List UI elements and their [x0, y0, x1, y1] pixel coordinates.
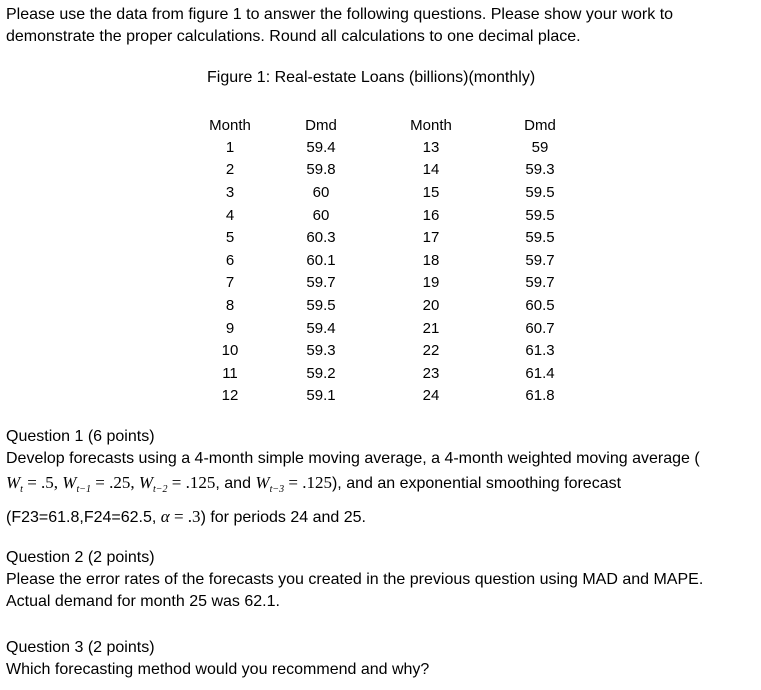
weight-wt2: $W_{t-2} = .125$	[138, 473, 216, 495]
table-row	[199, 204, 599, 227]
cell-month-1: 4	[225, 206, 235, 224]
cell-dmd-1: 59.7	[306, 274, 336, 292]
cell-month-2: 22	[422, 342, 440, 360]
cell-month-1: 7	[225, 274, 235, 292]
cell-month-1: 6	[225, 251, 235, 269]
alpha-symbol: α = .3	[160, 507, 201, 526]
cell-month-2: 13	[422, 138, 440, 156]
intro-line-2: demonstrate the proper calculations. Round all calculations to one decimal place.	[6, 28, 581, 45]
table-body	[199, 136, 599, 407]
cell-month-1: 9	[225, 319, 235, 337]
cell-dmd-1: 60	[312, 206, 330, 224]
table-row	[199, 294, 599, 317]
cell-dmd-1: 59.5	[306, 296, 336, 314]
table-header-row	[199, 114, 599, 136]
cell-month-1: 1	[225, 138, 235, 156]
forecast-values: (F23=61.8,F24=62.5,	[6, 509, 161, 526]
table-row	[199, 249, 599, 272]
cell-dmd-2: 60.5	[525, 296, 555, 314]
question-1-heading: Question 1 (6 points)	[6, 428, 155, 445]
cell-dmd-1: 60.3	[306, 229, 336, 247]
cell-dmd-2: 59	[531, 138, 549, 156]
cell-dmd-2: 61.3	[525, 342, 555, 360]
cell-month-1: 8	[225, 296, 235, 314]
figure-title: Figure 1: Real-estate Loans (billions)(monthly)	[207, 69, 536, 86]
cell-month-2: 24	[422, 387, 440, 405]
cell-dmd-2: 59.3	[525, 161, 555, 179]
table-row	[199, 362, 599, 385]
cell-dmd-1: 59.2	[306, 364, 336, 382]
cell-month-2: 15	[422, 183, 440, 201]
question-1-line-2	[6, 470, 700, 503]
question-3-line-1: Which forecasting method would you recommend and why?	[6, 661, 430, 678]
cell-dmd-2: 59.5	[525, 183, 555, 201]
cell-month-2: 19	[422, 274, 440, 292]
cell-dmd-1: 59.3	[306, 342, 336, 360]
cell-month-1: 5	[225, 229, 235, 247]
question-1	[6, 426, 700, 532]
question-3	[6, 637, 429, 681]
cell-month-1: 11	[222, 364, 238, 382]
cell-dmd-1: 59.4	[306, 138, 336, 156]
header-month-2: Month	[410, 116, 452, 134]
intro-line-1: Please use the data from figure 1 to answer the following questions. Please show your work to	[6, 6, 674, 23]
table-row	[199, 339, 599, 362]
question-1-line-3	[6, 503, 700, 532]
question-1-line-3-tail: ) for periods 24 and 25.	[200, 509, 366, 526]
cell-dmd-2: 59.7	[525, 274, 555, 292]
question-1-line-2-tail: ), and an exponential smoothing forecast	[331, 475, 622, 492]
cell-month-2: 23	[422, 364, 440, 382]
cell-dmd-2: 61.8	[525, 387, 555, 405]
table-row	[199, 317, 599, 340]
cell-month-1: 2	[225, 161, 235, 179]
cell-dmd-1: 60.1	[306, 251, 336, 269]
table-row	[199, 272, 599, 295]
question-1-line-1: Develop forecasts using a 4-month simple moving average, a 4-month weighted moving average (	[6, 450, 700, 467]
cell-month-2: 21	[422, 319, 440, 337]
cell-month-1: 12	[221, 387, 239, 405]
table-row	[199, 181, 599, 204]
cell-month-1: 3	[225, 183, 235, 201]
question-2-line-1: Please the error rates of the forecasts you created in the previous question using MAD and MAPE.	[6, 571, 704, 588]
cell-dmd-1: 59.1	[306, 387, 336, 405]
cell-month-2: 14	[422, 161, 440, 179]
intro-paragraph	[6, 4, 673, 48]
cell-dmd-2: 60.7	[525, 319, 555, 337]
question-3-heading: Question 3 (2 points)	[6, 639, 155, 656]
cell-month-1: 10	[221, 342, 239, 360]
question-2-line-2: Actual demand for month 25 was 62.1.	[6, 593, 280, 610]
cell-month-2: 16	[422, 206, 440, 224]
cell-dmd-2: 61.4	[525, 364, 555, 382]
cell-dmd-1: 59.4	[306, 319, 336, 337]
table-row	[199, 159, 599, 182]
weight-wt3: $W_{t-3} = .125$	[255, 473, 332, 495]
table-row	[199, 136, 599, 159]
cell-month-2: 17	[422, 229, 440, 247]
question-2-heading: Question 2 (2 points)	[6, 549, 155, 566]
and-text: , and	[215, 475, 256, 492]
cell-dmd-2: 59.5	[525, 206, 555, 224]
weight-wt1: $W_{t-1} = .25$,	[62, 473, 139, 495]
weight-wt: $W_t = .5$,	[6, 473, 63, 495]
cell-month-2: 18	[422, 251, 440, 269]
loans-table	[199, 114, 599, 407]
header-dmd-1: Dmd	[305, 116, 337, 134]
table-row	[199, 226, 599, 249]
cell-dmd-2: 59.7	[525, 251, 555, 269]
table-row	[199, 385, 599, 408]
cell-dmd-1: 59.8	[306, 161, 336, 179]
cell-dmd-2: 59.5	[525, 229, 555, 247]
cell-month-2: 20	[422, 296, 440, 314]
question-2	[6, 547, 703, 613]
header-month-1: Month	[209, 116, 251, 134]
cell-dmd-1: 60	[312, 183, 330, 201]
header-dmd-2: Dmd	[524, 116, 556, 134]
